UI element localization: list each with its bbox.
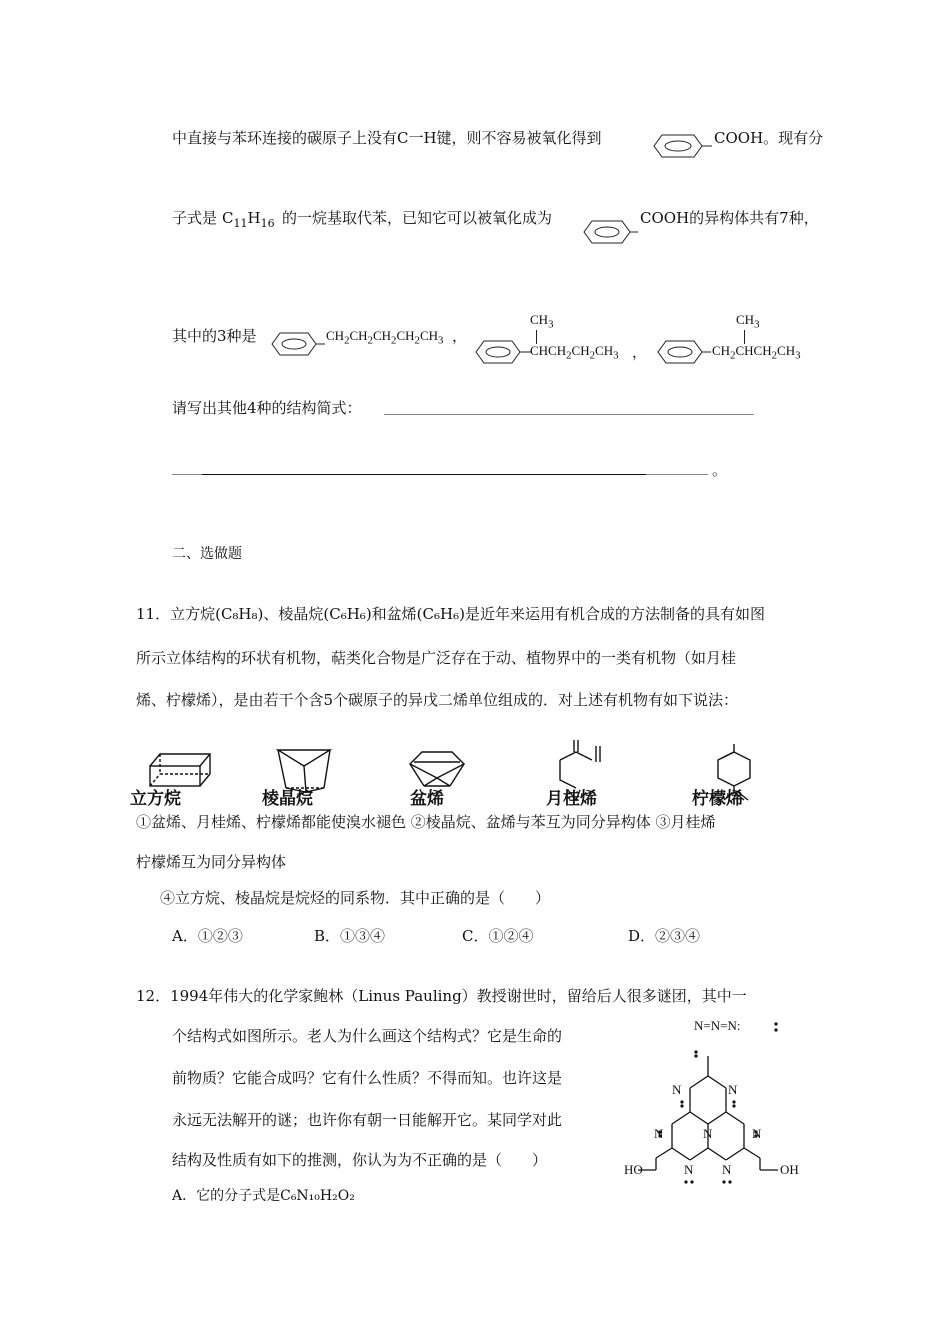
benzene-ring-icon (474, 338, 532, 366)
molecular-formula: $C_{11}H_{16}$ (222, 209, 275, 230)
structure-1-chain: $CH_2CH_2CH_2CH_2CH_3$ (326, 328, 444, 347)
structure-3-methyl: $CH_3$ (736, 312, 760, 331)
azide-group: N=N=N: (694, 1018, 741, 1033)
label-prismane: 棱晶烷 (262, 789, 313, 809)
hydroxyl-left: HO (624, 1162, 643, 1177)
answer-blank-1[interactable] (384, 414, 754, 415)
text-line-2c: COOH的异构体共有7种， (640, 209, 819, 227)
atom-n: N (703, 1126, 713, 1141)
q11-option-b[interactable]: B．①③④ (314, 927, 386, 945)
text-line-3a: 其中的3种是 (172, 327, 257, 345)
text-line-4: 请写出其他4种的结构简式： (172, 399, 362, 417)
q11-statement-3: ④立方烷、棱晶烷是烷烃的同系物．其中正确的是（ ） (160, 889, 551, 907)
answer-blank-2[interactable] (202, 474, 646, 475)
section-heading: 二、选做题 (172, 546, 242, 562)
atom-n: N (752, 1126, 762, 1141)
text-line-2b: 的一烷基取代苯，已知它可以被氧化成为 (282, 209, 553, 227)
period: 。 (712, 461, 728, 479)
atom-n: N (684, 1162, 694, 1177)
benzene-ring-icon (270, 330, 326, 358)
q11-line-2: 所示立体结构的环状有机物，萜类化合物是广泛存在于动、植物界中的一类有机物（如月桂 (136, 649, 737, 667)
q11-line-3: 烯、柠檬烯），是由若干个含5个碳原子的异戊二烯单位组成的．对上述有机物有如下说法： (136, 691, 739, 709)
q12-line-5: 结构及性质有如下的推测，你认为为不正确的是（ ） (172, 1151, 548, 1169)
q11-option-c[interactable]: C．①②④ (462, 927, 534, 945)
atom-n: N (728, 1082, 738, 1097)
q11-statement-2: 柠檬烯互为同分异构体 (136, 853, 287, 871)
answer-blank-2c (646, 474, 708, 475)
text-line-1a: 中直接与苯环连接的碳原子上没有C一H键，则不容易被氧化得到 (172, 129, 602, 147)
q11-statement-1: ①盆烯、月桂烯、柠檬烯都能使溴水褪色 ②棱晶烷、盆烯与苯互为同分异构体 ③月桂烯 (136, 813, 716, 831)
comma: ， (452, 327, 468, 345)
q12-line-2: 个结构式如图所示。老人为什么画这个结构式？它是生命的 (172, 1027, 563, 1045)
structure-3-chain: $CH_2CHCH_2CH_3$ (712, 343, 801, 362)
benzene-ring-icon (656, 338, 712, 366)
text-line-2a: 子式是 (172, 209, 218, 227)
q12-line-1: 12．1994年伟大的化学家鲍林（Linus Pauling）教授谢世时，留给后人很多谜团，其中一 (136, 987, 747, 1005)
q11-option-a[interactable]: A．①②③ (172, 927, 243, 945)
q12-line-4: 永远无法解开的谜；也许你有朝一日能解开它。某同学对此 (172, 1111, 563, 1129)
q12-option-a[interactable]: A．它的分子式是C₆N₁₀H₂O₂ (172, 1188, 355, 1204)
benzene-ring-icon (652, 132, 714, 160)
atom-n: N (654, 1126, 664, 1141)
label-cubane: 立方烷 (130, 789, 181, 809)
hydroxyl-right: OH (780, 1162, 799, 1177)
structure-2-chain: $CHCH_2CH_2CH_3$ (530, 343, 619, 362)
label-myrcene: 月桂烯 (546, 789, 597, 809)
q11-option-d[interactable]: D．②③④ (628, 927, 701, 945)
comma: ， (632, 343, 648, 361)
answer-blank-2a (172, 474, 202, 475)
benzvalene-figure (410, 752, 464, 786)
q12-line-3: 前物质？它能合成吗？它有什么性质？不得而知。也许这是 (172, 1069, 563, 1087)
atom-n: N (722, 1162, 732, 1177)
q11-line-1: 11．立方烷(C₈H₈)、棱晶烷(C₆H₆)和盆烯(C₆H₆)是近年来运用有机合成的方法制备的具有如图 (136, 605, 765, 623)
benzene-ring-icon (582, 218, 640, 246)
label-limonene: 柠檬烯 (692, 789, 743, 809)
label-benzvalene: 盆烯 (410, 789, 444, 809)
structure-2-methyl: $CH_3$ (530, 312, 554, 331)
cubane-figure (150, 754, 210, 786)
text-line-1b: COOH。现有分 (714, 129, 824, 147)
atom-n: N (672, 1082, 682, 1097)
